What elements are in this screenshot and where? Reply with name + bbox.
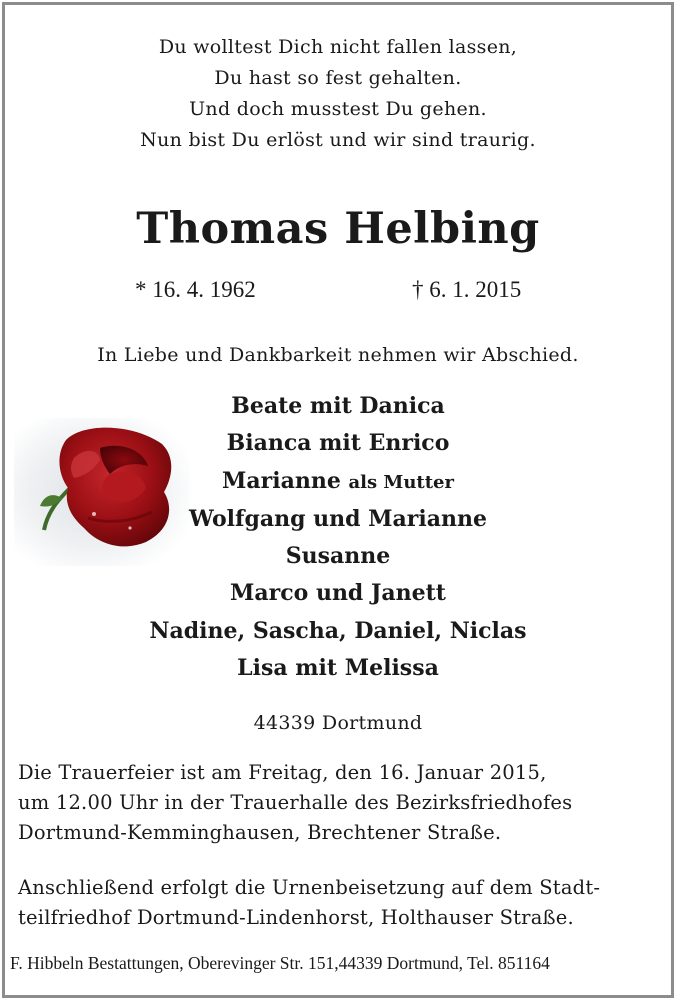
- mourner-line: Bianca mit Enrico: [226, 430, 450, 457]
- poem: [0, 32, 676, 156]
- mother-name: Marianne: [222, 467, 341, 494]
- burial-paragraph: [18, 873, 600, 933]
- poem-line: Du hast so fest gehalten.: [214, 67, 462, 89]
- mourner-line: Wolfgang und Marianne: [189, 505, 487, 532]
- ceremony-line: um 12.00 Uhr in der Trauerhalle des Bezirksfriedhofes: [18, 791, 573, 814]
- poem-line: Nun bist Du erlöst und wir sind traurig.: [140, 129, 536, 151]
- death-date: † 6. 1. 2015: [412, 277, 522, 302]
- mourner-line: Marco und Janett: [230, 580, 446, 607]
- ceremony-line: Dortmund-Kemminghausen, Brechtener Straße.: [18, 821, 502, 844]
- farewell-text: In Liebe und Dankbarkeit nehmen wir Abschied.: [97, 344, 579, 366]
- poem-line: Du wolltest Dich nicht fallen lassen,: [158, 36, 518, 58]
- burial-line: Anschließend erfolgt die Urnenbeisetzung auf dem Stadt-: [18, 876, 601, 899]
- ceremony-line: Die Trauerfeier ist am Freitag, den 16. Januar 2015,: [18, 761, 547, 784]
- mourner-line-mother: [0, 463, 676, 501]
- mourners-list: [0, 388, 676, 687]
- poem-line: Und doch musstest Du gehen.: [189, 98, 487, 120]
- city-line: 44339 Dortmund: [253, 712, 423, 734]
- deceased-name: Thomas Helbing: [136, 204, 540, 254]
- mourner-line: Susanne: [285, 543, 391, 570]
- funeral-home-footer: F. Hibbeln Bestattungen, Oberevinger Str. 151,44339 Dortmund, Tel. 851164: [10, 953, 550, 973]
- mother-role: als Mutter: [348, 471, 454, 493]
- mourner-line: Lisa mit Melissa: [237, 655, 439, 682]
- birth-date: * 16. 4. 1962: [135, 277, 256, 302]
- mourner-line: Nadine, Sascha, Daniel, Niclas: [149, 617, 527, 644]
- mourner-line: Beate mit Danica: [231, 393, 445, 419]
- ceremony-paragraph: [18, 758, 572, 848]
- burial-line: teilfriedhof Dortmund-Lindenhorst, Holthauser Straße.: [18, 906, 574, 929]
